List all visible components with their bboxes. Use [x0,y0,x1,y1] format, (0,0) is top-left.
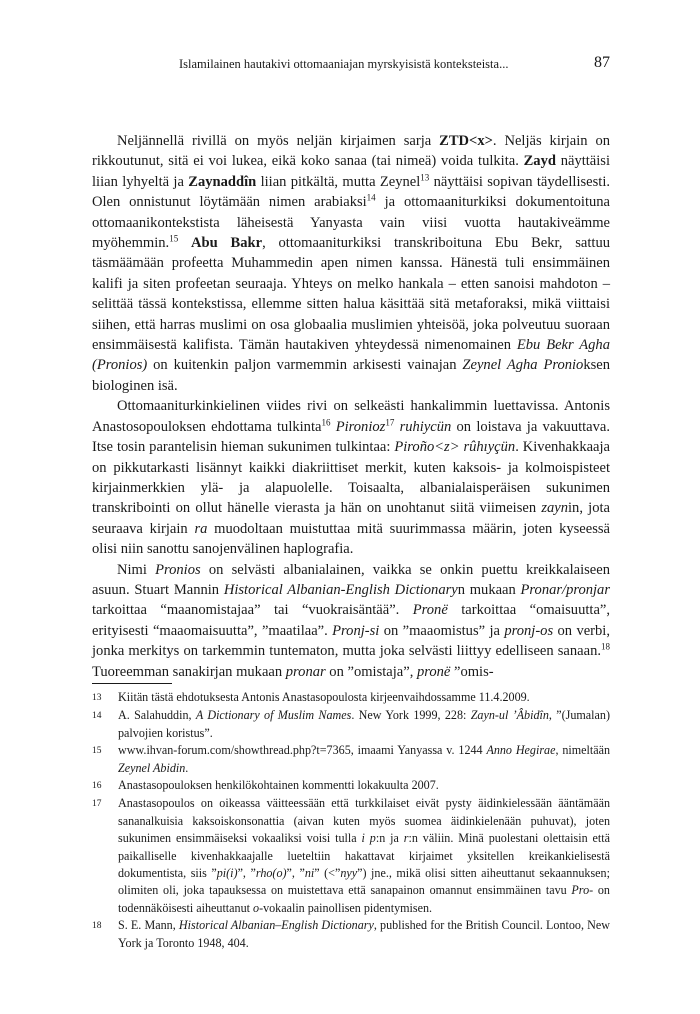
text-run: Tuoreemman sanakirjan mukaan [92,663,286,680]
text-run: , published for the British Council. Lontoo, New York ja Toronto 1948, 404. [118,918,611,950]
text-run: ruhiycün [399,418,452,435]
body-text [92,131,610,682]
text-run: nyy [340,866,358,881]
text-run: rho(o) [255,866,287,881]
text-run: , ”(Jumalan) palvojien koristus”. [118,708,610,740]
footnote-number: 13 [92,693,102,703]
footnote-text [118,689,610,706]
footnote [92,707,610,742]
text-run: tarkoittaa “omaisuutta”, erityisesti “maaomaisuutta”, ”maatilaa”. [92,602,610,639]
text-run: p [369,831,376,846]
text-run: A. Salahuddin, [118,708,196,723]
footnote-text [118,777,610,794]
paragraph [92,396,610,559]
footnote-ref: 14 [366,192,376,203]
footnotes [92,689,610,952]
text-run: Pronar/pronjar [520,581,610,598]
text-run: ”omis- [450,663,494,680]
text-run: ksen biologinen isä. [92,357,610,394]
footnote [92,742,610,777]
text-run: liian pitkältä, mutta Zeynel [256,173,421,190]
text-run: , nimeltään [555,743,611,758]
text-run: - on todennäköisesti aiheuttanut [118,883,610,915]
text-run: :n väliin. Minä puolestani olettaisin että paikalliselle kivenhakkaajalle lueteltiin hakattavat kirjaimet yksitellen kreikankielisestä dokumentista, siis ” [118,831,610,881]
text-run: on ”omistaja”, [325,663,417,680]
text-run: . New York 1999, 228: [351,708,471,723]
footnote-number: 15 [92,746,102,757]
text-run: pronar [285,663,326,680]
text-run: Kiitän tästä ehdotuksesta Antonis Anastasopoulosta kirjeenvaihdossamme 11.4.2009. [118,690,530,704]
text-run: ”) jne., mikä olisi sitten aiheuttanut sekaannuksen; olimiten oli, joka tapauksessa on muistettava että sanapainon omannut ensimmäinen tavu [118,866,610,898]
footnote [92,689,610,707]
text-run: -vokaalin painollisen pidentymisen. [259,900,433,915]
text-run: Nimi [117,561,156,578]
text-run: Historical Albanian-English Dictionary [223,581,458,598]
text-run: Anastasopoulos on oikeassa väitteessään että turkkilaiset eivät pysty äidinkielessään ääntämään sananalkuisia kaksoiskonsonattia (aivan kuten myös suomea äidinkielenään puhuvat), joten sukunimen ensimmäiseksi vokaaliksi voisi tulla [118,796,610,846]
text-run: on ”maaomistus” ja [379,622,505,639]
text-run: Pronj-si [332,622,380,639]
text-run: zayn [541,500,568,517]
footnote-number: 16 [92,781,102,792]
text-run: Zeynel Abidin [118,760,186,775]
text-run: r [403,831,409,846]
text-run: Anno Hegirae [486,743,556,758]
footnote-ref: 13 [420,172,430,183]
text-run: pronë [416,663,451,680]
text-run: tarkoittaa “maanomistajaa” tai “vuokraisäntää”. [92,602,413,619]
text-run: Zayn-ul ’Âbidîn [470,708,549,723]
text-run: on loistava ja vakuuttava. Itse tosin parantelisin hieman sukunimen tulkintaa: [92,418,611,456]
text-run: :n ja [375,831,404,846]
text-run: on kuitenkin paljon varmemmin arkisesti vainajan [147,357,463,374]
paragraph [92,560,610,682]
footnote-ref: 18 [600,641,610,652]
text-run: Pronë [412,602,448,619]
text-run: Ebu Bekr Agha (Pronios) [92,337,610,374]
footnote-text [118,795,610,917]
footnote [92,917,610,952]
text-run: ”, ” [237,866,256,881]
footnote-number: 18 [92,921,102,932]
text-run: Zaynaddîn [188,173,257,190]
text-run: S. E. Mann, [118,918,179,933]
footnote-text [118,707,610,742]
text-run: ZTD<x> [439,133,493,149]
footnote-number: 17 [92,799,102,810]
text-run: Pronios [155,561,201,578]
paragraph [92,131,610,396]
footnote-rule [92,683,172,684]
text-run: . Neljäs kirjain on rikkoutunut, sitä ei voi lukea, eikä koko sanaa (tai nimeä) voida tulkita. [92,133,611,170]
text-run: ja ottomaaniturkiksi dokumentoituna ottomaanikontekstista läheisestä Yanyasta vain viisi vuotta hautakiveämme myöhemmin. [92,194,610,252]
text-run: ni [304,866,315,881]
page-number: 87 [594,54,610,71]
footnote-ref: 16 [321,417,331,428]
text-run: Zeynel Agha Pronio [462,357,584,374]
page-header [92,54,610,77]
text-run: pi(i) [216,866,238,881]
footnote-text [118,742,610,777]
text-run: ra [194,520,208,537]
footnote [92,795,610,917]
text-run: . Kivenhakkaaja on pikkutarkasti lisännyt kaikki diakriittiset merkit, kuten kaksois- ja kolmoispisteet kirjainmerkkien ylä- ja alapuolelle. Toisaalta, albanialaisperäisen sukunimen transkribointi on ollut hänelle vierasta ja hän on unohtanut siitä viimeisen [92,439,610,517]
text-run: Piroño<z> rûhıyçün [394,439,516,456]
footnote-ref: 17 [385,417,395,428]
text-run: Historical Albanian–English Dictionary [178,918,374,933]
text-run: n mukaan [457,581,521,598]
text-run: ” (<” [314,866,341,881]
text-run: Ottomaaniturkinkielinen viides rivi on selkeästi hankalimmin luettavissa. Antonis Anastosopouloksen ehdottama tulkinta [92,398,610,435]
footnote-text [118,917,610,952]
text-run: www.ihvan-forum.com/showthread.php?t=7365, imaami Yanyassa v. 1244 [118,743,487,758]
text-run: Zayd [523,153,556,170]
text-run: näyttäisi sopivan täydellisesti. Olen onnistunut löytämään nimen arabiaksi [92,173,611,211]
text-run: Pironioz [335,418,386,435]
text-run: Pro [571,883,590,898]
text-run: ”, ” [286,866,305,881]
text-run: näyttäisi liian lyhyeltä ja [92,153,611,190]
footnote-number: 14 [92,711,102,722]
text-run: . [185,760,189,775]
text-run: i [361,831,365,846]
text-run: in, jota seuraava kirjain [92,500,610,537]
text-run: muodoltaan muistuttaa mitä suurimmassa määrin, joten kyseessä olisi niin sanottu sanojenvälinen haplografia. [92,520,610,558]
text-run: Abu Bakr [191,235,263,252]
text-run: Anastasopouloksen henkilökohtainen kommentti lokakuulta 2007. [118,778,439,793]
text-run: A Dictionary of Muslim Names [195,708,352,723]
text-run: Neljännellä rivillä on myös neljän kirjaimen sarja [117,133,440,149]
text-run: , ottomaaniturkiksi transkriboituna Ebu Bekr, sattuu täsmäämään profeetta Muhammedin apen nimen kanssa. Hänestä tuli ensimmäinen kalifi ja siten profeetan seuraaja. Yhteys on melko hankala – etten sanoisi mahdoton – selittää tässä kontekstissa, ellemme sitten halua käsittää sitä metaforaksi, mikä viittaisi siihen, että harras muslimi on osa globaalia muslimien yhteisöä, joka polveutuu suoraan ensimmäisestä kalifista. Tämän hautakiven yhteydessä nimenomainen [92,235,610,354]
footnote-ref: 15 [169,233,179,244]
text-run: o [253,900,260,915]
running-head: Islamilainen hautakivi ottomaaniajan myrskyisistä konteksteista... [179,57,509,71]
text-run: on selvästi albanialainen, vaikka se onkin puettu kreikkalaiseen asuun. Stuart Mannin [92,561,610,598]
text-run: on verbi, jonka merkitys on tarkemmin tuntematon, mutta joka selvästi liittyy edelliseen sanaan. [92,622,610,660]
text-run [178,235,191,251]
text-run: pronj-os [504,622,554,639]
footnote [92,777,610,795]
